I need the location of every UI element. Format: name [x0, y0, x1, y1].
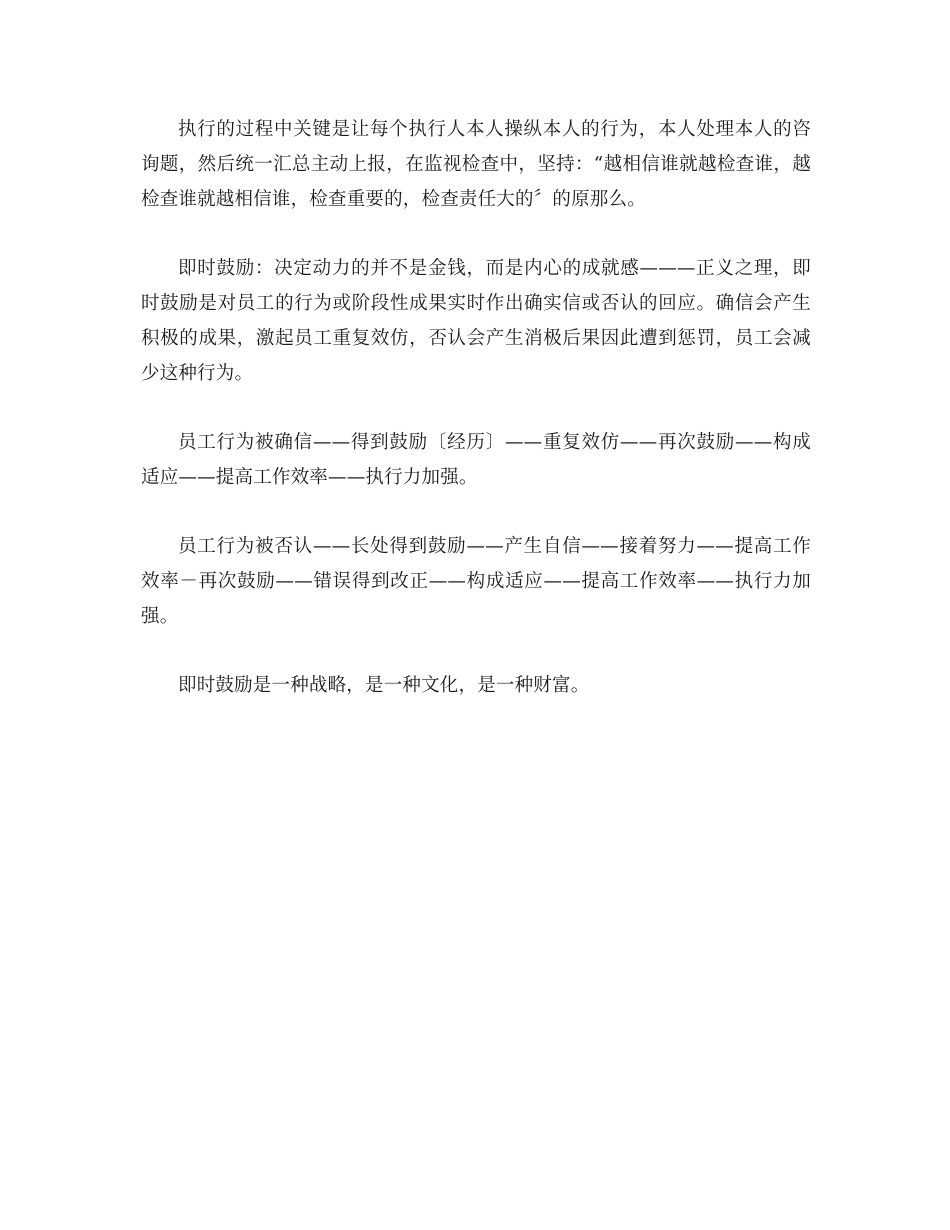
paragraph-instant-encouragement: 即时鼓励：决定动力的并不是金钱，而是内心的成就感———正义之理，即时鼓励是对员工的行为或阶段性成果实时作出确实信或否认的回应。确信会产生积极的成果，激起员工重复效仿，否认会产生消极后果因此遭到惩罚，员工会减少这种行为。: [141, 258, 811, 384]
paragraph-denied-behavior-chain: 员工行为被否认——长处得到鼓励——产生自信——接着努力——提高工作效率－再次鼓励——错误得到改正——构成适应——提高工作效率——执行力加强。: [141, 536, 811, 627]
paragraph-execution-process: 执行的过程中关键是让每个执行人本人操纵本人的行为，本人处理本人的咨询题，然后统一汇总主动上报，在监视检查中，坚持：“越相信谁就越检查谁，越检查谁就越相信谁，检查重要的，检查责任大的〞的原那么。: [141, 119, 811, 210]
paragraph-affirmed-behavior-chain: 员工行为被确信——得到鼓励〔经历〕——重复效仿——再次鼓励——构成适应——提高工作效率——执行力加强。: [141, 432, 811, 488]
document-page: [141, 112, 811, 703]
paragraph-conclusion: 即时鼓励是一种战略，是一种文化，是一种财富。: [178, 675, 590, 696]
